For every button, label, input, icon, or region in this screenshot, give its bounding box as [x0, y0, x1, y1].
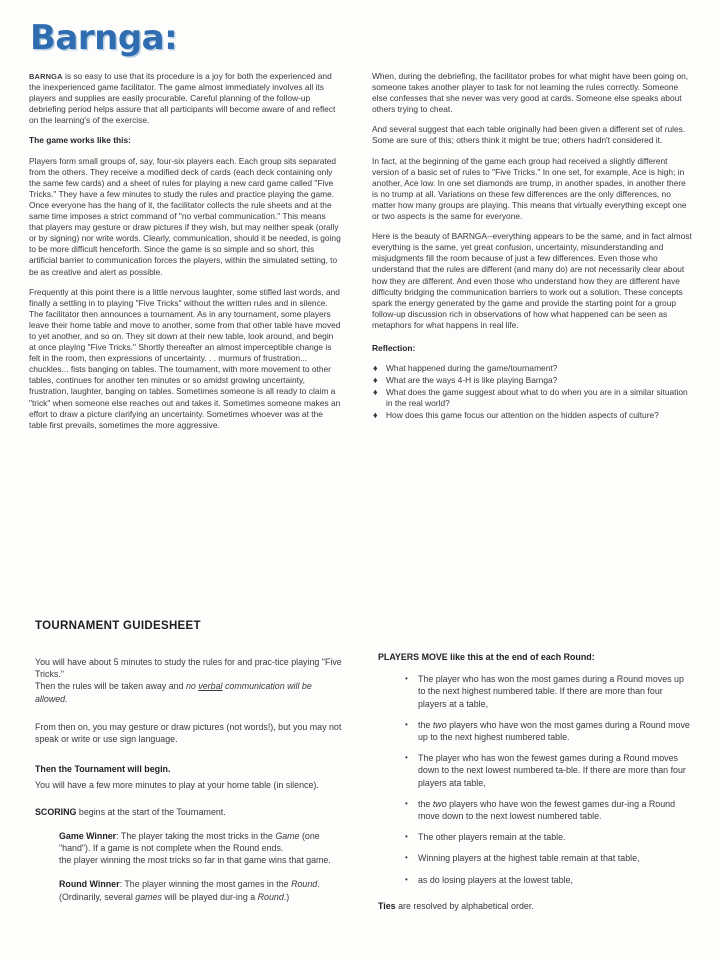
list-item: [372, 363, 694, 374]
left-column: [29, 71, 341, 440]
debriefing-paragraph: When, during the debriefing, the facilitator probes for what might have been going on, someone takes another player to task for not learning the rules correctly. Someone else confesses that she never was very good at cards. Someone else speaks about others trying to cheat.: [372, 71, 689, 115]
move-item-post: players who have won the fewest games dur-ing a Round move down to the next lowest numbered table.: [418, 798, 676, 822]
ties-label: Ties: [378, 900, 396, 911]
scoring-line: [35, 806, 345, 818]
in-fact-paragraph: In fact, at the beginning of the game each group had received a slightly different version of a basic set of rules to "Five Tricks." In one set, for example, Ace is high; in another, Ace low. In one set diamonds are trump, in another spades, in another there is no trump at all. Variations on these few differences are the only differences, no matter how many groups are playing. This means that virtually everything except one or two aspects is the same for everyone.: [372, 155, 687, 222]
list-item: [372, 375, 694, 386]
dot-bullet-icon: •: [405, 874, 408, 884]
guidesheet-left-column: [35, 656, 345, 915]
move-item-italic: two: [432, 798, 447, 809]
how-it-works-paragraph: Players form small groups of, say, four-six players each. Each group sits separated from the others. They receive a modified deck of cards (each deck containing only the same few cards) and a sheet of rules for playing a new card game called "Five Tricks." They have a few minutes to study the rules and practice playing the game. Once everyone has the hang of it, the facilitator collects the rule sheets and at the same time imposes a strict command of "no verbal communication." This means that players may gesture or draw pictures if they wish, but may neither speak (orally or by signing) nor write words. Clearly, communication, should it be needed, is going to be more difficult henceforth. Since the game is so simple and so short, this artificial barrier to communication forces the players, within the simulated setting, to be as creative and alert as possible.: [29, 155, 341, 277]
tournament-begin-text: You will have a few more minutes to play at your home table (in silence).: [35, 780, 319, 791]
game-winner-a: : The player taking the most tricks in the: [116, 830, 276, 841]
list-item: [402, 852, 693, 864]
no-verbal-italic: no: [185, 681, 199, 692]
dot-bullet-icon: •: [405, 719, 408, 729]
dot-bullet-icon: •: [405, 832, 408, 842]
game-winner-italic: Game: [275, 830, 300, 841]
game-winner-b: (one "hand"). If a game is not complete when the Round ends.: [59, 830, 320, 854]
move-item-pre: the: [418, 798, 433, 809]
different-rules-paragraph: And several suggest that each table originally had been given a different set of rules. Some are sure of this; others think it might be true; others hadn't considered it.: [372, 124, 686, 146]
round-winner-a: : The player winning the most games in the: [119, 879, 292, 890]
dot-bullet-icon: •: [405, 674, 408, 684]
ties-text: are resolved by alphabetical order.: [395, 900, 534, 911]
diamond-bullet-icon: ♦: [373, 363, 378, 374]
guidesheet-title: TOURNAMENT GUIDESHEET: [35, 620, 201, 632]
round-winner-italic3: Round: [257, 891, 284, 902]
move-item-pre: the: [418, 719, 433, 730]
round-winner-italic2: games: [135, 891, 162, 902]
reflection-list: [372, 363, 694, 421]
dot-bullet-icon: •: [405, 753, 408, 763]
round-winner-b: . (Ordinarily, several: [59, 879, 320, 902]
verbal-underlined: verbal: [198, 681, 223, 692]
reflection-item-text: How does this game focus our attention on the hidden aspects of culture?: [386, 410, 659, 421]
gesture-instruction: From then on, you may gesture or draw pictures (not words!), but you may not speak or write or use sign language.: [35, 721, 342, 745]
no-verbal-instruction: [35, 680, 345, 704]
reflection-heading: Reflection:: [372, 342, 416, 353]
move-item-post: players who have won the most games during a Round move up to the next highest numbered table.: [418, 719, 690, 743]
no-verbal-post: communication will be allowed.: [35, 681, 312, 704]
round-winner-d: .): [283, 891, 290, 902]
right-column: [372, 71, 694, 423]
scoring-text: begins at the start of the Tournament.: [76, 806, 226, 817]
move-item-pre: as do losing players at the lowest table,: [418, 874, 573, 885]
game-winner-block: [59, 830, 345, 854]
no-verbal-pre: Then the rules will be taken away and: [35, 681, 186, 692]
ties-line: [378, 900, 693, 912]
reflection-item-text: What does the game suggest about what to do when you are in a similar situation in the real world?: [386, 387, 688, 409]
move-item-italic: two: [432, 719, 447, 730]
move-item-pre: The player who has won the most games during a Round moves up to the next highest numbered table. If there are more than four players at a table,: [418, 674, 684, 709]
round-winner-italic1: Round: [291, 879, 318, 890]
list-item: [402, 831, 693, 843]
round-winner-block: [59, 878, 345, 902]
list-item: [372, 410, 694, 421]
move-item-pre: The other players remain at the table.: [418, 832, 566, 843]
scoring-label: SCORING: [35, 806, 77, 817]
list-item: [402, 673, 693, 710]
players-move-rest: like this at the end of each Round:: [447, 652, 595, 662]
move-item-pre: Winning players at the highest table remain at that table,: [418, 853, 640, 864]
tournament-begin-heading: Then the Tournament will begin.: [35, 764, 171, 775]
round-winner-c: will be played dur-ing a: [161, 891, 258, 902]
game-winner-label: Game Winner: [59, 830, 117, 841]
list-item: [402, 719, 693, 743]
guidesheet-right-column: [378, 651, 693, 924]
dot-bullet-icon: •: [405, 853, 408, 863]
how-it-works-heading: The game works like this:: [29, 135, 131, 146]
tournament-paragraph: Frequently at this point there is a little nervous laughter, some stifled last words, and finally a settling in to playing "Five Tricks" without the written rules and in silence. The facilitator then announces a tournament. As in any tournament, some players leave their home table and move to another, some from that other table have moved to yet another, and so on. They sit down at their new table, look around, and begin at once playing "Five Tricks." Shortly thereafter an almost imperceptible change is felt in the room, then expressions of uncertainty. . . murmurs of frustration... chuckles... fists banging on tables. The tournament, with more movement to other tables, continues for another ten minutes or so amidst growing uncertainty, frustration, laughter, banging on tables. Sometimes someone is all ready to claim a "trick" when someone else reaches out and takes it. Sometimes someone makes an effort to draw a picture clarifying an uncertainty. Sometimes whoever was at the table first prevails, sometimes the more aggressive.: [29, 286, 341, 430]
players-move-list: [402, 673, 693, 886]
list-item: [372, 387, 694, 409]
list-item: [402, 874, 693, 886]
barnga-lead: BARNGA: [29, 72, 63, 81]
diamond-bullet-icon: ♦: [373, 410, 378, 421]
practice-instruction: You will have about 5 minutes to study the rules for and prac-tice playing "Five Tricks.": [35, 657, 342, 680]
beauty-paragraph: Here is the beauty of BARNGA--everything appears to be the same, and in fact almost everything is the same, yet great confusion, uncertainty, misunderstanding and misjudgments fill the room because of just a few differences. Even those who understand that the rules are different (and many do) are not necessarily clear about how they are different. And even those who understand how they are different have difficulty bridging the communication barriers to work out a solution. These concepts spark the energy generated by the game and provide the starting point for a group follow-up discussion rich in observations of how what happened can be seen as metaphors for what happens in real life.: [372, 231, 692, 330]
intro-text: is so easy to use that its procedure is a joy for both the experienced and the inexperienced game facilitator. The game almost immediately involves all its players and supplies are easily procurable. Careful planning of the follow-up debriefing period helps assure that all participants will become aware of and reflect on the learning's of the exercise.: [29, 71, 336, 126]
diamond-bullet-icon: ♦: [373, 387, 378, 398]
diamond-bullet-icon: ♦: [373, 375, 378, 386]
list-item: [402, 798, 693, 822]
page-title: Barnga:: [30, 18, 178, 58]
move-item-pre: The player who has won the fewest games during a Round moves down to the next lowest numbered ta-ble. If there are more than four players ata table,: [418, 753, 686, 788]
players-move-label: PLAYERS MOVE: [378, 652, 448, 662]
reflection-item-text: What are the ways 4-H is like playing Barnga?: [386, 375, 558, 386]
round-winner-label: Round Winner: [59, 879, 120, 890]
intro-paragraph: [29, 71, 341, 126]
players-move-heading: [378, 651, 693, 663]
list-item: [402, 752, 693, 789]
reflection-item-text: What happened during the game/tournament?: [386, 363, 558, 374]
dot-bullet-icon: •: [405, 798, 408, 808]
game-winner-continued: the player winning the most tricks so far in that game wins that game.: [59, 855, 331, 866]
